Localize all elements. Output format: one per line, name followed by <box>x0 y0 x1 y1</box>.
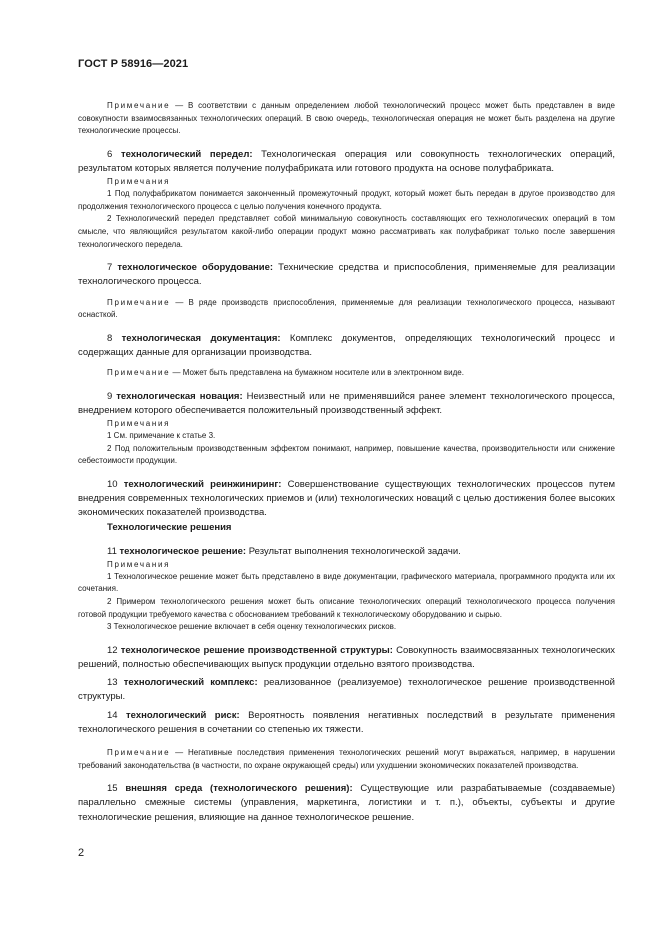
term-number: 14 <box>107 709 118 721</box>
term-text: Совокупность взаимосвязанных технологических решений, полностью обеспечивающих выпуск продукции отдельно взятого производства. <box>78 644 616 670</box>
term-number: 15 <box>107 783 118 795</box>
note-label: Примечание <box>107 101 171 110</box>
term-number: 7 <box>107 262 113 274</box>
notes-heading: Примечания <box>107 177 171 187</box>
term-name: технологическое решение: <box>119 545 247 557</box>
notes-heading: Примечания <box>107 559 171 569</box>
term-text: Технические средства и приспособления, применяемые для реализации технологического процесса. <box>78 262 615 288</box>
note-label: Примечание <box>107 368 171 378</box>
term-number: 8 <box>107 332 113 344</box>
note-paragraph <box>78 747 615 772</box>
term-name: технологическая новация: <box>116 390 243 402</box>
term-definition-6 <box>78 148 615 176</box>
term-name: технологический реинжиниринг: <box>123 478 282 490</box>
note-text: — Может быть представлена на бумажном носителе или в электронном виде. <box>170 368 464 378</box>
note-item: 1 Технологическое решение может быть представлено в виде документации, графического материала, программного продукта или их сочетания. <box>78 571 615 594</box>
page-content <box>78 100 615 825</box>
term-definition-13 <box>78 676 615 704</box>
note-text: — В ряде производств приспособления, применяемые для реализации технологического процесса, называют оснасткой. <box>78 297 615 320</box>
note-item: 2 Под положительным производственным эффектом понимают, например, повышение качества, производительности или снижение себестоимости продукции. <box>78 443 615 466</box>
term-text: Вероятность появления негативных последствий в результате применения технологического решения в сочетании со степенью их тяжести. <box>78 709 615 735</box>
note-paragraph <box>78 100 615 138</box>
term-definition-7 <box>78 261 615 289</box>
term-number: 13 <box>107 677 118 689</box>
note-item: 2 Технологический передел представляет собой минимальную совокупность составляющих его технологических операций в том смысле, что являющийся результатом какой-либо операции продукт можно рассматривать как полуфабрикат только после завершения технологического передела. <box>78 214 615 249</box>
section-heading: Технологические решения <box>107 521 232 533</box>
document-code: ГОСТ Р 58916—2021 <box>78 58 189 70</box>
term-number: 9 <box>107 390 113 402</box>
term-text: Комплекс документов, определяющих технологический процесс и содержащих данные для организации производства. <box>78 332 615 358</box>
term-definition-10 <box>78 478 615 521</box>
note-item: 3 Технологическое решение включает в себя оценку технологических рисков. <box>107 622 397 632</box>
page-number: 2 <box>78 847 85 859</box>
notes-heading: Примечания <box>107 419 171 429</box>
term-definition-14 <box>78 709 615 737</box>
note-label: Примечание <box>107 297 171 307</box>
note-item: 1 См. примечание к статье 3. <box>107 431 216 441</box>
term-definition-8 <box>78 332 615 360</box>
note-paragraph <box>78 297 615 322</box>
term-definition-9 <box>78 390 615 418</box>
term-definition-15 <box>78 782 615 825</box>
note-text: — Негативные последствия применения технологических решений могут выражаться, например, в нарушении требований законодательства (в частности, по охране окружающей среды) или ухудшении экономических показателей производства. <box>78 747 615 770</box>
term-text: Неизвестный или не применявшийся ранее элемент технологического процесса, внедрением которого обеспечивается положительный производственный эффект. <box>78 390 615 416</box>
term-name: технологический комплекс: <box>123 677 258 689</box>
term-text: Технологическая операция или совокупность технологических операций, результатом которых является получение полуфабриката или готового продукта на основе полуфабриката. <box>78 148 616 174</box>
term-number: 10 <box>107 478 118 490</box>
term-text: Результат выполнения технологической задачи. <box>246 545 461 557</box>
term-definition-11 <box>78 545 615 559</box>
term-definition-12 <box>78 644 615 672</box>
term-name: технологическое решение производственной структуры: <box>120 644 393 656</box>
term-name: технологический передел: <box>120 148 253 160</box>
note-text: — В соответствии с данным определением любой технологический процесс может быть представлен в виде совокупности взаимосвязанных технологических операций. В свою очередь, технологическая операция не может быть разделена на другие технологические процессы. <box>78 101 615 136</box>
term-text: реализованное (реализуемое) технологическое решение производственной структуры. <box>78 677 615 703</box>
note-item: 1 Под полуфабрикатом понимается законченный промежуточный продукт, который может быть передан в другое производство для продолжения технологического процесса с целью получения конечного продукта. <box>78 189 615 211</box>
term-name: технологическая документация: <box>121 332 281 344</box>
note-item: 2 Примером технологического решения может быть описание технологических операций технологического процесса получения готовой продукции требуемого качества с обоснованием требований к технологическому оборудованию и сырью. <box>78 596 615 619</box>
note-paragraph <box>78 367 615 380</box>
term-number: 12 <box>107 644 118 656</box>
term-text: Существующие или разрабатываемые (создаваемые) параллельно смежные системы (управления, маркетинга, логистики и т. п.), объекты, субъекты и другие технологические решения, влияющие на данное технологическое решение. <box>78 783 615 823</box>
term-number: 11 <box>107 545 117 557</box>
term-text: Совершенствование существующих технологических процессов путем внедрения современных технологических приемов и (или) технологических новаций с целью достижения более высоких экономических показателей производства. <box>78 478 616 519</box>
term-name: технологический риск: <box>126 709 240 721</box>
term-number: 6 <box>107 148 113 160</box>
term-name: технологическое оборудование: <box>117 262 274 274</box>
term-name: внешняя среда (технологического решения): <box>125 783 353 795</box>
note-label: Примечание <box>107 747 171 757</box>
